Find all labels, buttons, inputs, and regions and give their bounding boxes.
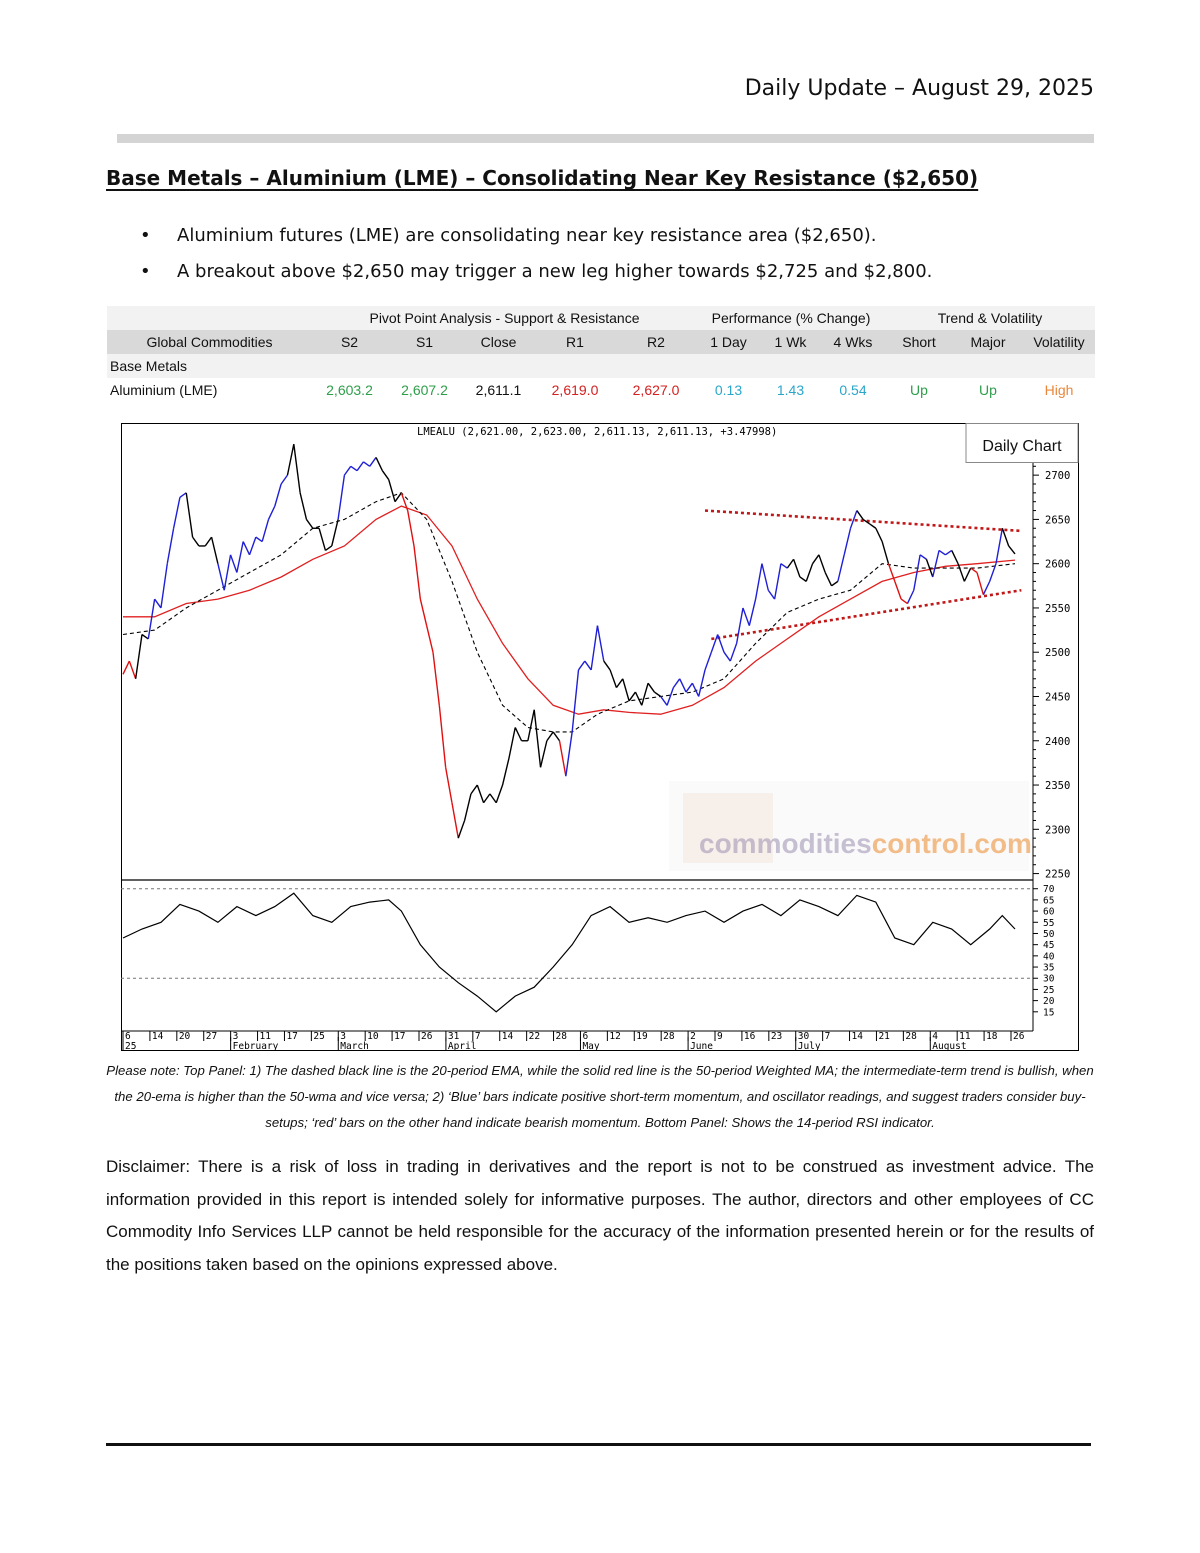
date-tick-label: 11 bbox=[959, 1031, 971, 1042]
date-tick-label: 6 bbox=[582, 1031, 589, 1042]
rsi-tick-label: 30 bbox=[1043, 973, 1055, 985]
date-tick-label: 19 bbox=[636, 1031, 648, 1042]
bullet-item bbox=[140, 220, 932, 256]
col-header: Short bbox=[885, 330, 953, 354]
month-label: April bbox=[447, 1041, 477, 1051]
group-trend: Trend & Volatility bbox=[885, 306, 1095, 330]
watermark-part2: control.com bbox=[871, 828, 1032, 859]
bullet-list bbox=[140, 220, 932, 292]
date-tick-label: 20 bbox=[178, 1031, 191, 1042]
col-header: S2 bbox=[312, 330, 387, 354]
date-tick-label: 28 bbox=[663, 1031, 675, 1042]
month-label: August bbox=[932, 1041, 967, 1051]
date-tick-label: 14 bbox=[851, 1031, 863, 1042]
cell-r2: 2,627.0 bbox=[632, 382, 680, 398]
col-header: Close bbox=[462, 330, 535, 354]
rsi-tick-label: 35 bbox=[1043, 962, 1055, 974]
chart-note: Please note: Top Panel: 1) The dashed black line is the 20-period EMA, while the solid red line is the 50-period Weighted MA; the intermediate-term trend is bullish, when the 20-ema is higher than the 50-wma and vice versa; 2) ‘Blue’ bars indicate positive short-term momentum, and oscillator readings, and suggest traders consider buy-setups; ‘red’ bars on the other hand indicate bearish momentum. Bottom Panel: Shows the 14-period RSI indicator. bbox=[106, 1063, 1094, 1130]
table-header-row bbox=[107, 330, 1095, 354]
month-label: March bbox=[340, 1041, 369, 1051]
group-pivot: Pivot Point Analysis - Support & Resistance bbox=[312, 306, 697, 330]
daily-chart-label: Daily Chart bbox=[982, 438, 1062, 455]
date-tick-label: 31 bbox=[447, 1031, 460, 1042]
bullet-item bbox=[140, 256, 932, 292]
date-tick-label: 17 bbox=[394, 1031, 406, 1042]
disclaimer: Disclaimer: There is a risk of loss in trading in derivatives and the report is not to be construed as investment advice. The information provided in this report is intended solely for informative purposes. The author, directors and other employees of CC Commodity Info Services LLP cannot be held responsible for the accuracy of the information presented herein or for the results of the positions taken based on the opinions expressed above. bbox=[106, 1157, 1094, 1274]
cell-major-trend: Up bbox=[979, 382, 997, 398]
chart-title: LMEALU (2,621.00, 2,623.00, 2,611.13, 2,611.13, +3.47998) bbox=[417, 426, 778, 438]
col-header: Global Commodities bbox=[107, 330, 312, 354]
date-tick-label: 7 bbox=[474, 1031, 481, 1042]
date-tick-label: 14 bbox=[151, 1031, 164, 1042]
date-tick-label: 6 bbox=[125, 1031, 131, 1042]
month-label: July bbox=[797, 1041, 821, 1051]
watermark-text bbox=[699, 828, 1032, 859]
month-label: 25 bbox=[125, 1041, 137, 1051]
cell-4wks: 0.54 bbox=[839, 382, 867, 398]
table-group-row bbox=[107, 306, 1095, 330]
pivot-table bbox=[107, 306, 1095, 402]
cell-volatility: High bbox=[1044, 382, 1074, 398]
cell-close: 2,611.1 bbox=[475, 382, 522, 398]
rsi-tick-label: 45 bbox=[1043, 940, 1055, 952]
col-header: S1 bbox=[387, 330, 462, 354]
date-tick-label: 21 bbox=[878, 1031, 890, 1042]
footer-divider bbox=[106, 1443, 1091, 1446]
section-label: Base Metals bbox=[107, 354, 312, 378]
date-tick-label: 23 bbox=[770, 1031, 783, 1042]
rsi-tick-label: 40 bbox=[1043, 951, 1055, 963]
date-tick-label: 4 bbox=[932, 1031, 939, 1042]
rsi-tick-label: 50 bbox=[1043, 928, 1055, 940]
bullet-dot-icon: • bbox=[140, 225, 151, 246]
date-tick-label: 16 bbox=[743, 1031, 756, 1042]
col-header: 1 Wk bbox=[760, 330, 821, 354]
col-header: R2 bbox=[615, 330, 697, 354]
cell-s1: 2,607.2 bbox=[401, 382, 448, 398]
commodity-name: Aluminium (LME) bbox=[110, 382, 218, 398]
date-tick-label: 28 bbox=[555, 1031, 567, 1042]
date-tick-label: 18 bbox=[986, 1031, 998, 1042]
date-tick-label: 27 bbox=[205, 1031, 218, 1042]
date-tick-label: 2 bbox=[690, 1031, 696, 1042]
price-tick-label: 2450 bbox=[1045, 691, 1071, 704]
date-tick-label: 17 bbox=[286, 1031, 298, 1042]
date-tick-label: 3 bbox=[232, 1031, 239, 1042]
table-group-blank bbox=[107, 306, 312, 330]
table-row bbox=[107, 378, 1095, 402]
chart-container bbox=[121, 423, 1079, 1051]
table-section-row bbox=[107, 354, 1095, 378]
group-performance: Performance (% Change) bbox=[697, 306, 885, 330]
rsi-tick-label: 25 bbox=[1043, 984, 1055, 996]
chart-frame bbox=[122, 424, 1079, 1051]
section-fill bbox=[312, 354, 1095, 378]
header-divider bbox=[117, 134, 1094, 143]
col-header: 4 Wks bbox=[821, 330, 885, 354]
price-tick-label: 2550 bbox=[1045, 602, 1071, 615]
rsi-tick-label: 70 bbox=[1043, 884, 1055, 896]
col-header: Major bbox=[953, 330, 1023, 354]
report-date: Daily Update – August 29, 2025 bbox=[744, 76, 1094, 101]
month-label: May bbox=[582, 1041, 600, 1051]
rsi-tick-label: 65 bbox=[1043, 895, 1055, 907]
bullet-dot-icon: • bbox=[140, 261, 151, 282]
watermark bbox=[669, 781, 1032, 871]
cell-1day: 0.13 bbox=[714, 382, 743, 398]
price-tick-label: 2600 bbox=[1045, 558, 1071, 571]
watermark-part1: commodities bbox=[699, 828, 872, 859]
date-tick-label: 22 bbox=[528, 1031, 541, 1042]
bullet-text: Aluminium futures (LME) are consolidating near key resistance area ($2,650). bbox=[177, 225, 877, 246]
date-tick-label: 10 bbox=[367, 1031, 379, 1042]
month-label: February bbox=[232, 1041, 279, 1051]
page-title: Base Metals – Aluminium (LME) – Consolidating Near Key Resistance ($2,650) bbox=[106, 166, 979, 190]
price-tick-label: 2300 bbox=[1045, 824, 1071, 837]
rsi-tick-label: 60 bbox=[1043, 906, 1055, 918]
price-tick-label: 2650 bbox=[1045, 514, 1071, 527]
price-tick-label: 2250 bbox=[1045, 868, 1071, 881]
date-tick-label: 26 bbox=[1013, 1031, 1025, 1042]
date-tick-label: 3 bbox=[340, 1031, 347, 1042]
rsi-tick-label: 15 bbox=[1043, 1007, 1055, 1019]
col-header: Volatility bbox=[1023, 330, 1095, 354]
cell-s2: 2,603.2 bbox=[326, 382, 373, 398]
price-tick-label: 2700 bbox=[1045, 470, 1071, 483]
price-chart bbox=[121, 423, 1079, 1051]
col-header: R1 bbox=[535, 330, 615, 354]
date-tick-label: 7 bbox=[824, 1031, 831, 1042]
bullet-text: A breakout above $2,650 may trigger a new leg higher towards $2,725 and $2,800. bbox=[177, 261, 933, 282]
date-tick-label: 9 bbox=[717, 1031, 723, 1042]
col-header: 1 Day bbox=[697, 330, 760, 354]
price-tick-label: 2500 bbox=[1045, 647, 1071, 660]
cell-r1: 2,619.0 bbox=[551, 382, 599, 398]
date-tick-label: 30 bbox=[797, 1031, 810, 1042]
date-tick-label: 25 bbox=[313, 1031, 325, 1042]
date-tick-label: 28 bbox=[905, 1031, 917, 1042]
date-tick-label: 14 bbox=[501, 1031, 514, 1042]
date-tick-label: 12 bbox=[609, 1031, 621, 1042]
rsi-tick-label: 20 bbox=[1043, 996, 1055, 1008]
date-tick-label: 11 bbox=[259, 1031, 271, 1042]
cell-1wk: 1.43 bbox=[776, 382, 805, 398]
date-tick-label: 26 bbox=[421, 1031, 433, 1042]
price-tick-label: 2350 bbox=[1045, 780, 1071, 793]
cell-short-trend: Up bbox=[910, 382, 928, 398]
price-tick-label: 2400 bbox=[1045, 735, 1071, 748]
rsi-tick-label: 55 bbox=[1043, 917, 1055, 929]
month-label: June bbox=[690, 1041, 713, 1051]
